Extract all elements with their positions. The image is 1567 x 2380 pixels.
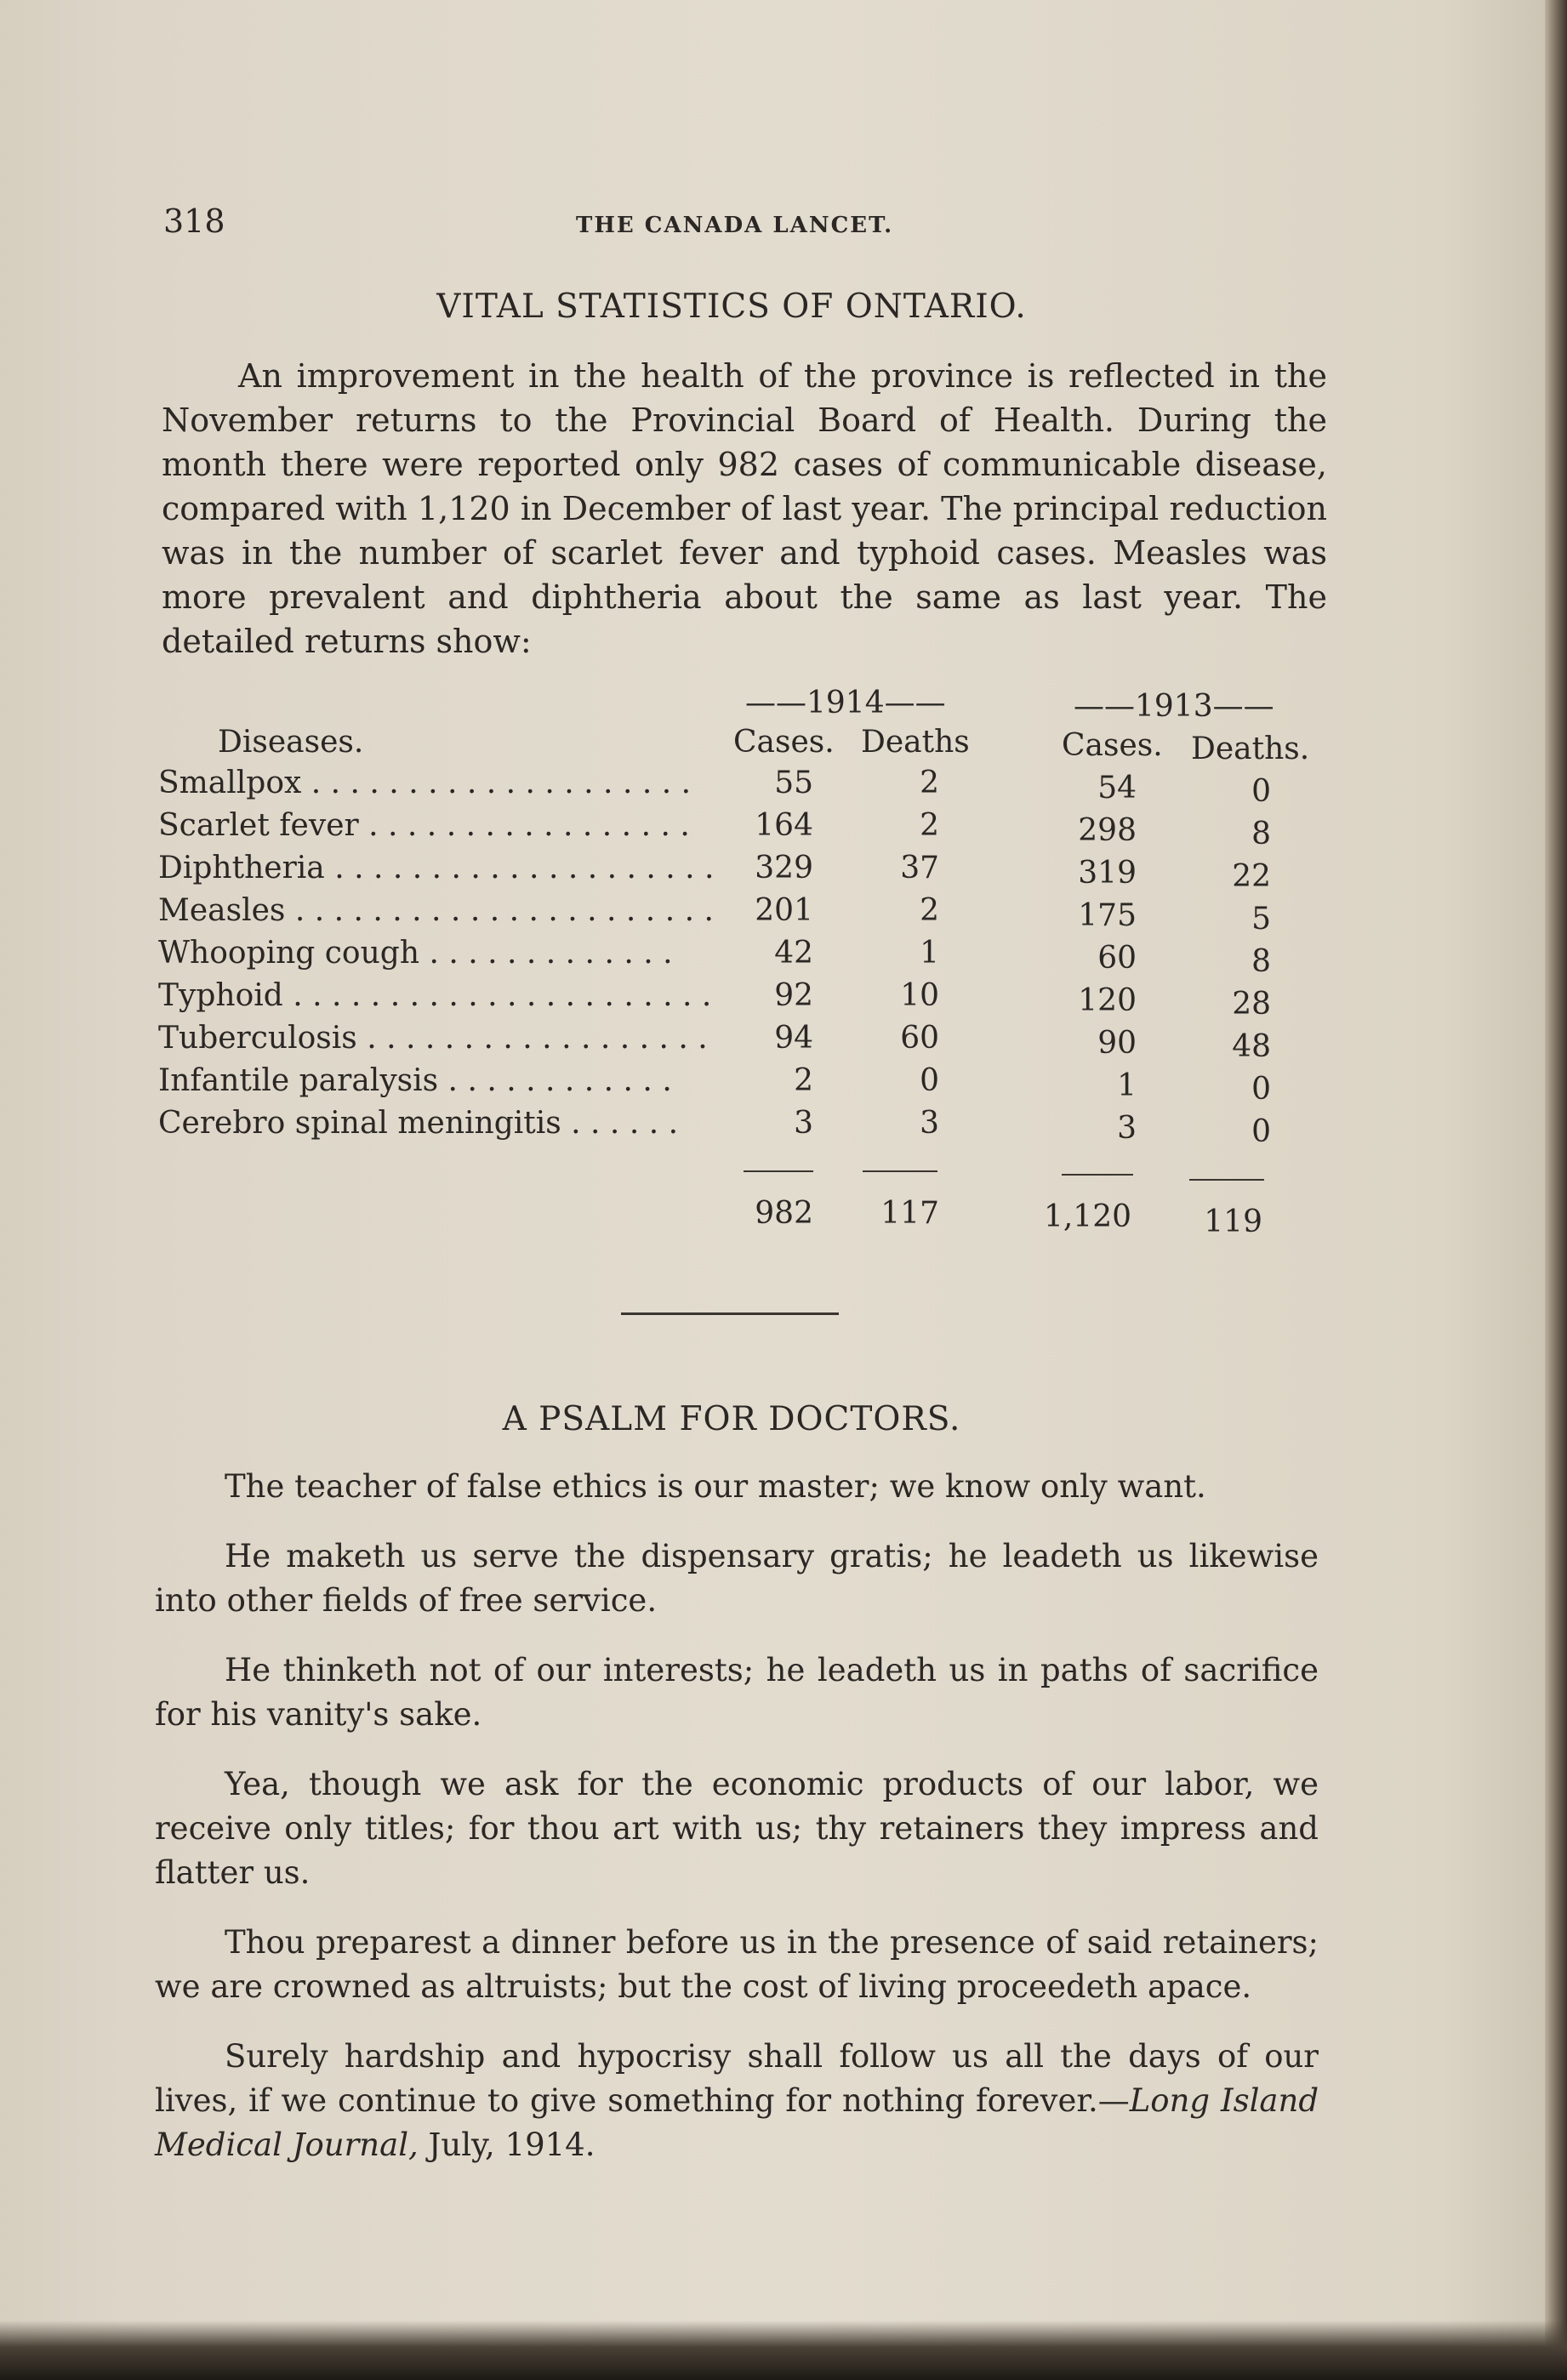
cases-1914: 94 (774, 1021, 813, 1056)
column-header-diseases: Diseases. (218, 725, 364, 760)
cases-1913: 3 (1117, 1111, 1137, 1146)
deaths-1914: 3 (920, 1106, 939, 1141)
psalm-text (155, 1465, 1319, 2193)
page-edge-shadow (1545, 0, 1567, 2380)
disease-name: Whooping cough . . . . . . . . . . . . . (158, 936, 673, 971)
cases-1914: 2 (794, 1063, 813, 1098)
cases-1914: 42 (774, 936, 813, 971)
psalm-last-verse (155, 2035, 1319, 2167)
cases-1913: 54 (1097, 771, 1137, 806)
cases-1913: 298 (1078, 813, 1137, 848)
intro-paragraph (162, 354, 1327, 663)
deaths-1913: 0 (1251, 774, 1271, 809)
cases-1914: 329 (755, 851, 813, 885)
cases-1914: 3 (794, 1106, 813, 1141)
disease-name: Cerebro spinal meningitis . . . . . . (158, 1106, 679, 1141)
disease-name: Diphtheria . . . . . . . . . . . . . . . . . . . . (158, 851, 715, 885)
deaths-1914: 60 (900, 1021, 939, 1056)
column-header-cases-1913: Cases. (1062, 728, 1163, 763)
psalm-verse: The teacher of false ethics is our master; we know only want. (225, 1468, 1206, 1505)
psalm-verse: He thinketh not of our interests; he leadeth us in paths of sacrifice for his vanity's sake. (155, 1652, 1319, 1733)
disease-name: Infantile paralysis . . . . . . . . . . . . (158, 1063, 672, 1098)
column-header-deaths-1913: Deaths. (1191, 732, 1310, 766)
total-rule (863, 1170, 937, 1172)
total-rule (1062, 1174, 1133, 1176)
page-bottom-shadow (0, 2320, 1567, 2380)
cases-1913: 1 (1117, 1068, 1137, 1103)
deaths-1914: 10 (900, 978, 939, 1013)
deaths-1913: 22 (1232, 859, 1271, 894)
disease-name: Scarlet fever . . . . . . . . . . . . . . . . . (158, 808, 690, 843)
citation-date: July, 1914. (418, 2127, 595, 2163)
disease-name: Measles . . . . . . . . . . . . . . . . . . . . . . (158, 893, 714, 928)
disease-name: Smallpox . . . . . . . . . . . . . . . . . . . . (158, 766, 692, 800)
psalm-verse: He maketh us serve the dispensary gratis; he leadeth us likewise into other fields of free service. (155, 1538, 1319, 1619)
deaths-1913: 48 (1232, 1029, 1271, 1064)
section-title-vital-statistics: VITAL STATISTICS OF ONTARIO. (436, 288, 1027, 326)
last-verse-text: Surely hardship and hypocrisy shall follow us all the days of our lives, if we continue to give something for nothing forever.— (155, 2038, 1319, 2119)
deaths-1914: 0 (920, 1063, 939, 1098)
deaths-1914: 2 (920, 766, 939, 800)
deaths-1914: 1 (920, 936, 939, 971)
running-title: THE CANADA LANCET. (576, 213, 894, 238)
cases-1913: 90 (1097, 1026, 1137, 1061)
year-header-1913: ——1913—— (1074, 689, 1274, 724)
total-deaths-1913: 119 (1204, 1204, 1262, 1239)
total-cases-1913: 1,120 (1043, 1199, 1131, 1234)
total-deaths-1914: 117 (880, 1196, 939, 1231)
column-header-deaths-1914: Deaths (861, 725, 970, 760)
deaths-1914: 37 (900, 851, 939, 885)
cases-1914: 164 (755, 808, 813, 843)
psalm-verse: Yea, though we ask for the economic products of our labor, we receive only titles; for thou art with us; thy retainers they impress and flatter us. (155, 1766, 1319, 1891)
disease-name: Tuberculosis . . . . . . . . . . . . . . . . . . (158, 1021, 708, 1056)
page-number: 318 (163, 202, 225, 240)
cases-1913: 175 (1078, 898, 1137, 933)
deaths-1914: 2 (920, 808, 939, 843)
psalm-verse: Thou preparest a dinner before us in the presence of said retainers; we are crowned as altruists; but the cost of living proceedeth apace. (155, 1924, 1319, 2005)
deaths-1913: 8 (1251, 817, 1271, 851)
cases-1913: 120 (1078, 983, 1137, 1018)
total-cases-1914: 982 (755, 1196, 813, 1231)
deaths-1913: 0 (1251, 1114, 1271, 1149)
section-divider (621, 1312, 839, 1315)
cases-1914: 55 (774, 766, 813, 800)
section-title-psalm: A PSALM FOR DOCTORS. (502, 1400, 961, 1438)
deaths-1913: 8 (1251, 944, 1271, 979)
total-rule (1189, 1179, 1264, 1181)
cases-1914: 92 (774, 978, 813, 1013)
cases-1913: 60 (1097, 941, 1137, 976)
intro-paragraph-text: An improvement in the health of the province is reflected in the November returns to the Provincial Board of Health. During the month there were reported only 982 cases of communicable disease, compared with 1,120 in December of last year. The principal reduction was in the number of scarlet fever and typhoid cases. Measles was more prevalent and diphtheria about the same as last year. The detailed returns show: (162, 357, 1327, 660)
deaths-1914: 2 (920, 893, 939, 928)
cases-1914: 201 (755, 893, 813, 928)
column-header-cases-1914: Cases. (733, 725, 835, 760)
year-header-1914: ——1914—— (745, 686, 946, 720)
deaths-1913: 5 (1251, 902, 1271, 937)
cases-1913: 319 (1078, 856, 1137, 891)
disease-name: Typhoid . . . . . . . . . . . . . . . . . . . . . . (158, 978, 712, 1013)
citation-source: Long Island Medical Journal, (155, 2082, 1319, 2163)
total-rule (744, 1170, 813, 1172)
deaths-1913: 28 (1232, 987, 1271, 1022)
deaths-1913: 0 (1251, 1072, 1271, 1107)
